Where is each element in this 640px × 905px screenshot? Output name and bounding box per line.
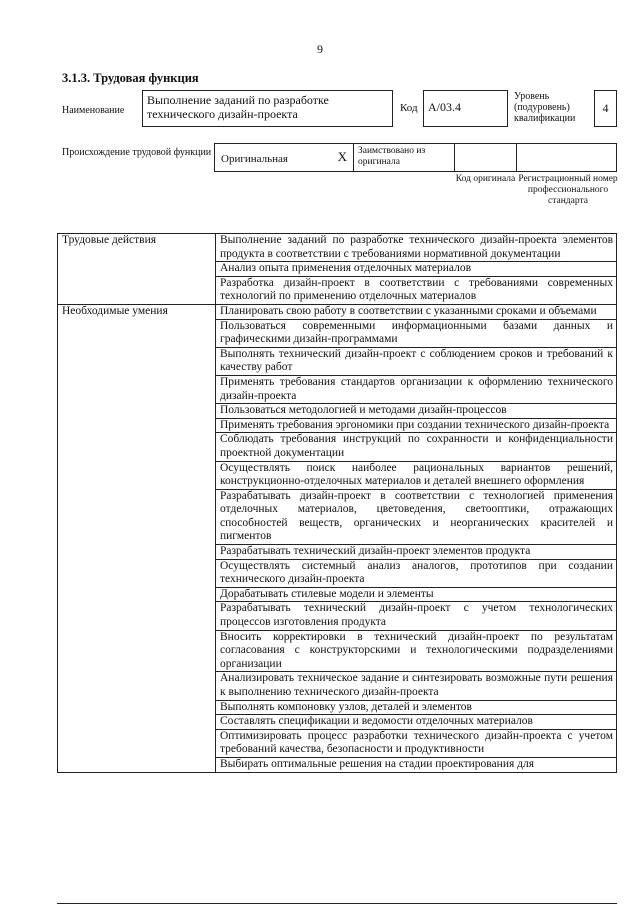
name-value-box [142,90,393,127]
table-cell: Разрабатывать технический дизайн-проект элементов продукта [216,545,617,560]
origin-original-box [214,143,354,172]
section-title: 3.1.3. Трудовая функция [62,71,199,85]
table-cell: Осуществлять поиск наиболее рациональных вариантов решений, конструкционно-отделочных материалов и деталей внешнего оформления [216,461,617,489]
table-cell: Применять требования эргономики при создании технического дизайн-проекта [216,418,617,433]
table-cell: Осуществлять системный анализ аналогов, прототипов при создании технического дизайн-проекта [216,559,617,587]
table-cell: Выполнение заданий по разработке технического дизайн-проекта элементов продукта в соответствии с требованиями нормативной документации [216,234,617,262]
origin-code-caption: Код оригинала [455,174,516,184]
table-row [58,234,617,262]
table-cell: Составлять спецификации и ведомости отделочных материалов [216,715,617,730]
skills-label: Необходимые умения [58,304,216,772]
table-cell: Оптимизировать процесс разработки технического дизайн-проекта с учетом требований качества, безопасности и продуктивности [216,729,617,757]
table-cell: Вносить корректировки в технический дизайн-проект по результатам согласования с конструкторскими и технологическими подразделениями организации [216,630,617,672]
origin-label: Происхождение трудовой функции [62,147,212,158]
function-table [57,233,617,773]
labor-actions-label: Трудовые действия [58,234,216,305]
table-cell: Анализировать техническое задание и синтезировать возможные пути решения к выполнению технического дизайн-проекта [216,672,617,700]
level-value: 4 [602,101,609,115]
table-cell: Разработка дизайн-проект в соответствии с требованиями современных технологий по применению отделочных материалов [216,276,617,304]
code-label: Код [400,102,418,114]
origin-original: Оригинальная [221,153,288,165]
origin-reg-box [516,143,617,172]
table-cell: Выполнять технический дизайн-проект с соблюдением сроков и требований к качеству работ [216,347,617,375]
level-value-box [594,90,617,127]
level-label: Уровень (подуровень) квалификации [514,91,576,124]
table-cell: Разрабатывать технический дизайн-проект с учетом технологических процессов изготовления продукта [216,602,617,630]
table-cell: Анализ опыта применения отделочных материалов [216,262,617,277]
table-cell: Выполнять компоновку узлов, деталей и элементов [216,700,617,715]
bottom-border [57,903,617,904]
page-number: 9 [317,42,323,56]
table-cell: Выбирать оптимальные решения на стадии проектирования для [216,757,617,772]
table-row [58,304,617,319]
origin-mark: X [337,149,347,164]
origin-borrowed-box [353,143,455,172]
name-value: Выполнение заданий по разработке технического дизайн-проекта [147,93,329,121]
table-cell: Разрабатывать дизайн-проект в соответствии с технологией применения отделочных материалов, цветоведения, светооптики, отражающих способностей веществ, органических и неорганических красителей и пигментов [216,489,617,544]
table-cell: Соблюдать требования инструкций по сохранности и конфиденциальности проектной документации [216,433,617,461]
table-cell: Планировать свою работу в соответствии с указанными сроками и объемами [216,304,617,319]
table-cell: Применять требования стандартов организации к оформлению технического дизайн-проекта [216,375,617,403]
table-cell: Дорабатывать стилевые модели и элементы [216,587,617,602]
origin-code-box [454,143,517,172]
table-cell: Пользоваться современными информационными базами данных и графическими дизайн-программами [216,319,617,347]
table-cell: Пользоваться методологией и методами дизайн-процессов [216,404,617,419]
origin-reg-caption: Регистрационный номер профессионального стандарта [518,174,618,206]
code-value: A/03.4 [428,100,461,114]
origin-borrowed: Заимствовано из оригинала [358,146,426,167]
name-label: Наименование [62,105,125,116]
code-value-box [423,90,508,127]
